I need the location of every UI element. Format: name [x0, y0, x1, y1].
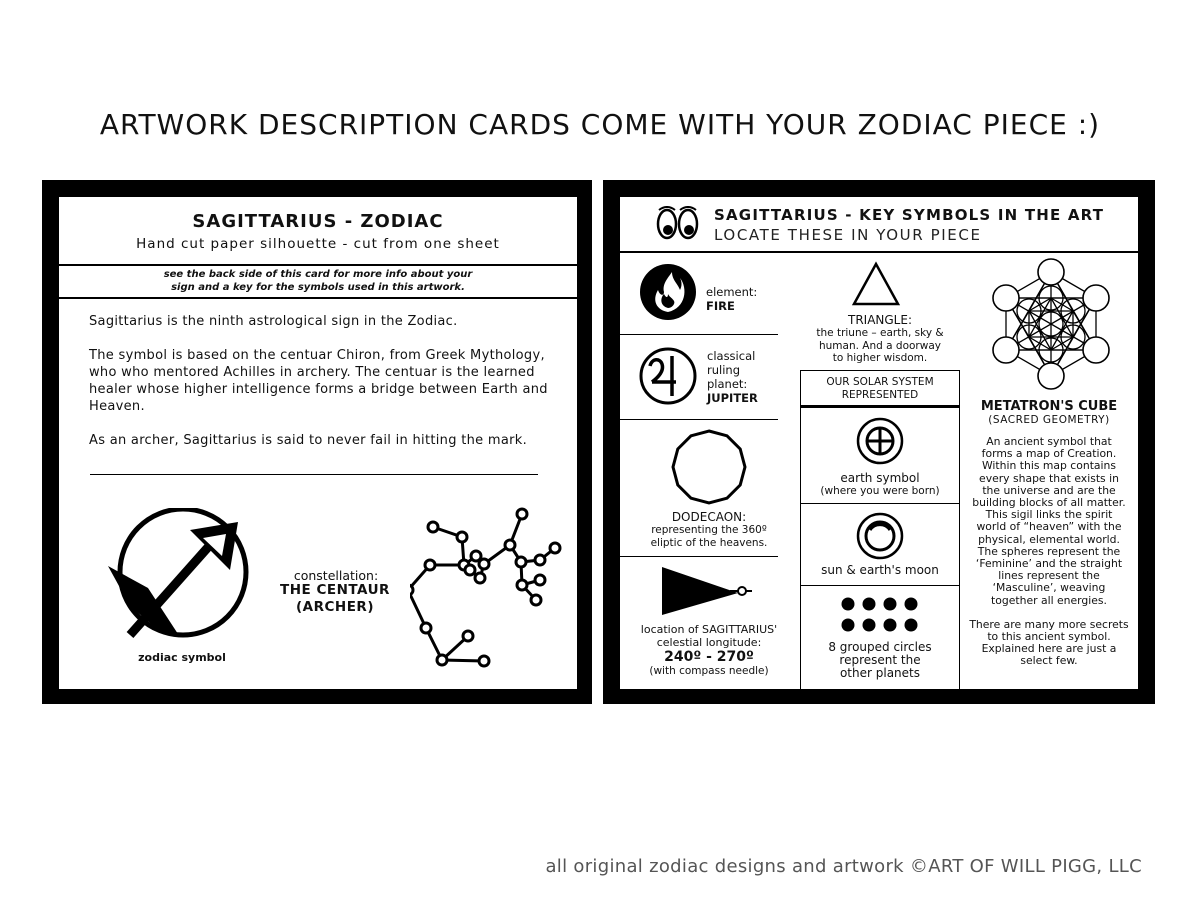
cube-line: to this ancient symbol.: [987, 630, 1111, 644]
constellation-icon: [410, 505, 570, 675]
triangle-icon: [851, 261, 901, 307]
divider: [620, 251, 1138, 253]
sagittarius-symbol-icon: [100, 508, 260, 648]
element-text: [706, 285, 757, 313]
cube-subtitle: (SACRED GEOMETRY): [988, 414, 1110, 426]
left-card-body: [89, 313, 549, 466]
circles-line: represent the: [839, 653, 921, 667]
triangle-line: to higher wisdom.: [832, 352, 928, 364]
note-line: sign and a key for the symbols used in this artwork.: [171, 282, 465, 293]
planet-line: classical: [707, 349, 756, 363]
cube-line: There are many more secrets: [969, 617, 1129, 631]
cube-line: world of “heaven” with the: [976, 520, 1122, 534]
earth-note: (where you were born): [820, 485, 940, 497]
element-value: FIRE: [706, 299, 735, 313]
cube-line: forms a map of Creation.: [981, 447, 1117, 461]
body-paragraph: The symbol is based on the centuar Chiron, from Greek Mythology, who who mentored Achilles in archery. The centuar is the learned healer whose higher intelligence forms a bridge between Earth and Heaven.: [89, 348, 548, 414]
location-value: 240º - 270º: [664, 649, 754, 665]
note-line: see the back side of this card for more info about your: [163, 269, 473, 280]
copyright-footer: all original zodiac designs and artwork ©ART OF WILL PIGG, LLC: [545, 856, 1142, 877]
cube-heading: [960, 399, 1138, 426]
constellation-label: constellation:: [293, 568, 379, 583]
dodecagon-title: DODECAON:: [671, 510, 747, 524]
divider: [620, 556, 778, 557]
earth-title: earth symbol: [840, 471, 920, 485]
metatrons-cube-icon: [986, 256, 1116, 392]
dodecagon-line: representing the 360º: [651, 524, 767, 536]
cube-line: This sigil links the spirit: [985, 508, 1113, 522]
right-card-title: SAGITTARIUS - KEY SYMBOLS IN THE ART: [714, 206, 1105, 224]
planet-circles-icon: [840, 596, 924, 634]
cube-line: An ancient symbol that: [986, 435, 1112, 448]
jupiter-icon: [638, 346, 698, 406]
right-card-subtitle: LOCATE THESE IN YOUR PIECE: [714, 226, 982, 244]
triangle-line: human. And a doorway: [819, 339, 941, 352]
eyes-icon: [655, 206, 701, 242]
cube-line: physical, elemental world.: [978, 532, 1120, 546]
cube-line: select few.: [1020, 654, 1078, 668]
constellation-name: [270, 582, 400, 616]
dodecagon-text: [620, 510, 798, 550]
dodecagon-line: eliptic of the heavens.: [650, 537, 768, 549]
divider: [59, 297, 577, 299]
circles-line: 8 grouped circles: [828, 640, 932, 654]
location-note: (with compass needle): [649, 665, 769, 677]
solar-line: REPRESENTED: [841, 389, 919, 401]
constellation-name-line: THE CENTAUR: [280, 582, 390, 598]
left-card-subtitle: Hand cut paper silhouette - cut from one sheet: [136, 236, 500, 252]
cube-line: ‘Masculine’, weaving: [992, 581, 1106, 595]
moon-icon: [854, 510, 906, 562]
moon-caption: sun & earth's moon: [821, 563, 939, 577]
circles-text: [800, 641, 960, 680]
dodecagon-icon: [669, 427, 749, 507]
left-card-note: [60, 268, 576, 294]
earth-text: [800, 471, 960, 497]
cube-line: The spheres represent the: [977, 544, 1121, 558]
cube-line: together all energies.: [991, 593, 1107, 607]
cube-line: ‘Feminine’ and the straight: [975, 557, 1123, 571]
cube-line: every shape that exists in: [979, 471, 1119, 485]
zodiac-symbol-caption: zodiac symbol: [138, 651, 226, 664]
location-line: location of SAGITTARIUS': [640, 623, 778, 636]
triangle-title: TRIANGLE:: [847, 313, 912, 327]
planet-line: ruling: [707, 363, 740, 377]
location-text: [620, 623, 798, 678]
triangle-line: the triune – earth, sky &: [816, 327, 944, 339]
cube-line: Within this map contains: [981, 459, 1117, 473]
fire-icon: [638, 262, 698, 322]
earth-symbol-icon: [854, 415, 906, 467]
body-paragraph: As an archer, Sagittarius is said to never fail in hitting the mark.: [89, 433, 528, 448]
cube-description: [960, 436, 1138, 668]
cube-title: METATRON'S CUBE: [980, 399, 1118, 414]
cube-line: Explained here are just a: [981, 642, 1117, 656]
divider: [620, 334, 778, 335]
divider: [59, 264, 577, 266]
cube-line: building blocks of all matter.: [972, 496, 1126, 510]
divider: [800, 405, 960, 408]
divider: [800, 585, 960, 586]
constellation-name-line: (ARCHER): [295, 599, 374, 615]
circles-line: other planets: [839, 666, 921, 680]
planet-line: planet:: [707, 377, 748, 391]
cube-line: the universe and are the: [982, 483, 1116, 497]
element-label: element:: [706, 285, 758, 299]
solar-system-header: [800, 376, 960, 402]
solar-line: OUR SOLAR SYSTEM: [826, 376, 934, 388]
planet-value: JUPITER: [707, 391, 758, 405]
divider: [90, 474, 538, 475]
planet-text: [707, 349, 758, 405]
location-line: celestial longitude:: [656, 636, 762, 649]
divider: [620, 419, 778, 420]
left-card-title: SAGITTARIUS - ZODIAC: [192, 211, 444, 232]
page-heading: ARTWORK DESCRIPTION CARDS COME WITH YOUR ZODIAC PIECE :): [99, 108, 1101, 141]
cube-line: lines represent the: [998, 569, 1100, 583]
body-paragraph: Sagittarius is the ninth astrological sign in the Zodiac.: [89, 314, 458, 329]
divider: [800, 503, 960, 504]
compass-needle-icon: [660, 565, 756, 617]
triangle-text: [800, 313, 960, 365]
